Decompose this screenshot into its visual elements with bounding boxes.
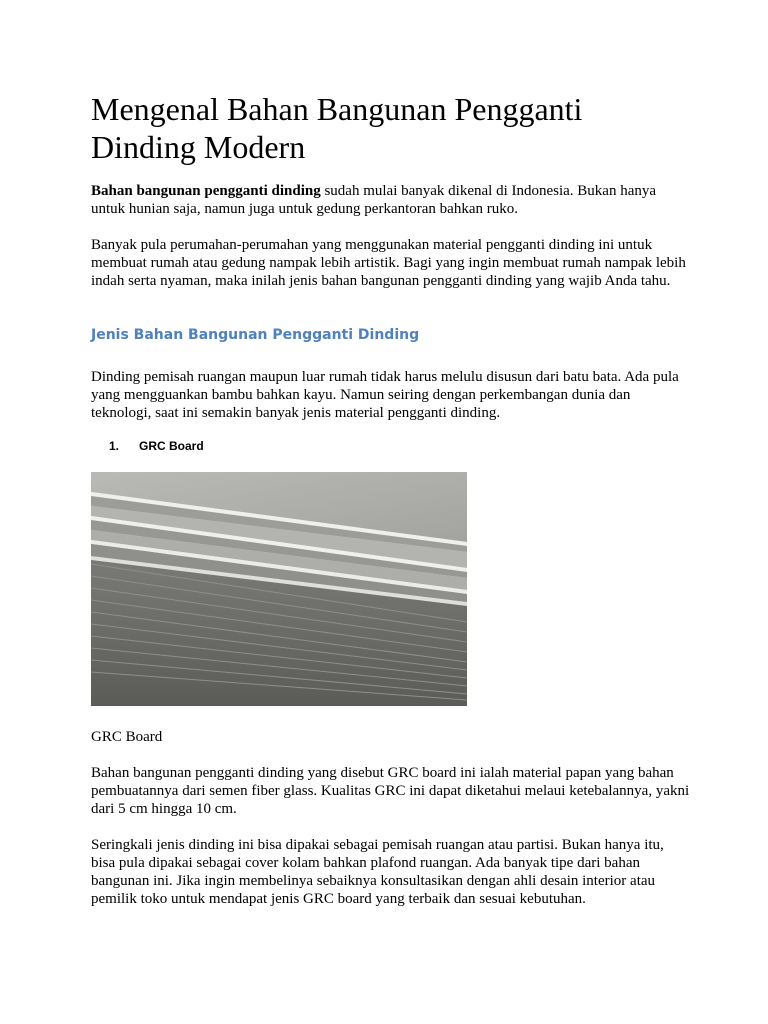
list-item-label: GRC Board: [139, 439, 204, 453]
paragraph-4: Bahan bangunan pengganti dinding yang disebut GRC board ini ialah material papan yang bahan pembuatannya dari semen fiber glass. Kualitas GRC ini dapat diketahui melaui ketebalannya, yakni dari 5 cm hingga 10 cm.: [91, 765, 690, 817]
intro-paragraph: [91, 182, 691, 218]
paragraph-2: Banyak pula perumahan-perumahan yang menggunakan material pengganti dinding ini untuk membuat rumah atau gedung nampak lebih artistik. Bagi yang ingin membuat rumah nampak lebih indah serta nyaman, maka inilah jenis bahan bangunan pengganti dinding yang wajib Anda tahu.: [91, 237, 686, 289]
intro-bold-lead: Bahan bangunan pengganti dinding: [91, 183, 321, 199]
list-item-number: 1.: [109, 439, 120, 453]
paragraph-3: Dinding pemisah ruangan maupun luar rumah tidak harus melulu disusun dari batu bata. Ada pula yang mengguankan bambu bahkan kayu. Namun seiring dengan perkembangan dunia dan teknologi, saat ini semakin banyak jenis material pengganti dinding.: [91, 369, 679, 421]
grc-board-stack-illustration: [91, 472, 467, 706]
list-item-grc-board: [109, 438, 204, 454]
intro-rest: sudah mulai banyak dikenal di Indonesia. Bukan hanya untuk hunian saja, namun juga untuk gedung perkantoran bahkan ruko.: [91, 183, 657, 217]
paragraph-5: Seringkali jenis dinding ini bisa dipakai sebagai pemisah ruangan atau partisi. Bukan hanya itu, bisa pula dipakai sebagai cover kolam bahkan plafond ruangan. Ada banyak tipe dari bahan bangunan ini. Jika ingin membelinya sebaiknya konsultasikan dengan ahli desain interior atau pemilik toko untuk mendapat jenis GRC board yang terbaik dan sesuai kebutuhan.: [91, 837, 664, 907]
document-title: Mengenal Bahan Bangunan Pengganti Dinding Modern: [91, 91, 583, 165]
section-heading: Jenis Bahan Bangunan Pengganti Dinding: [91, 327, 420, 343]
grc-board-image: [91, 472, 467, 706]
image-caption: GRC Board: [91, 729, 163, 745]
